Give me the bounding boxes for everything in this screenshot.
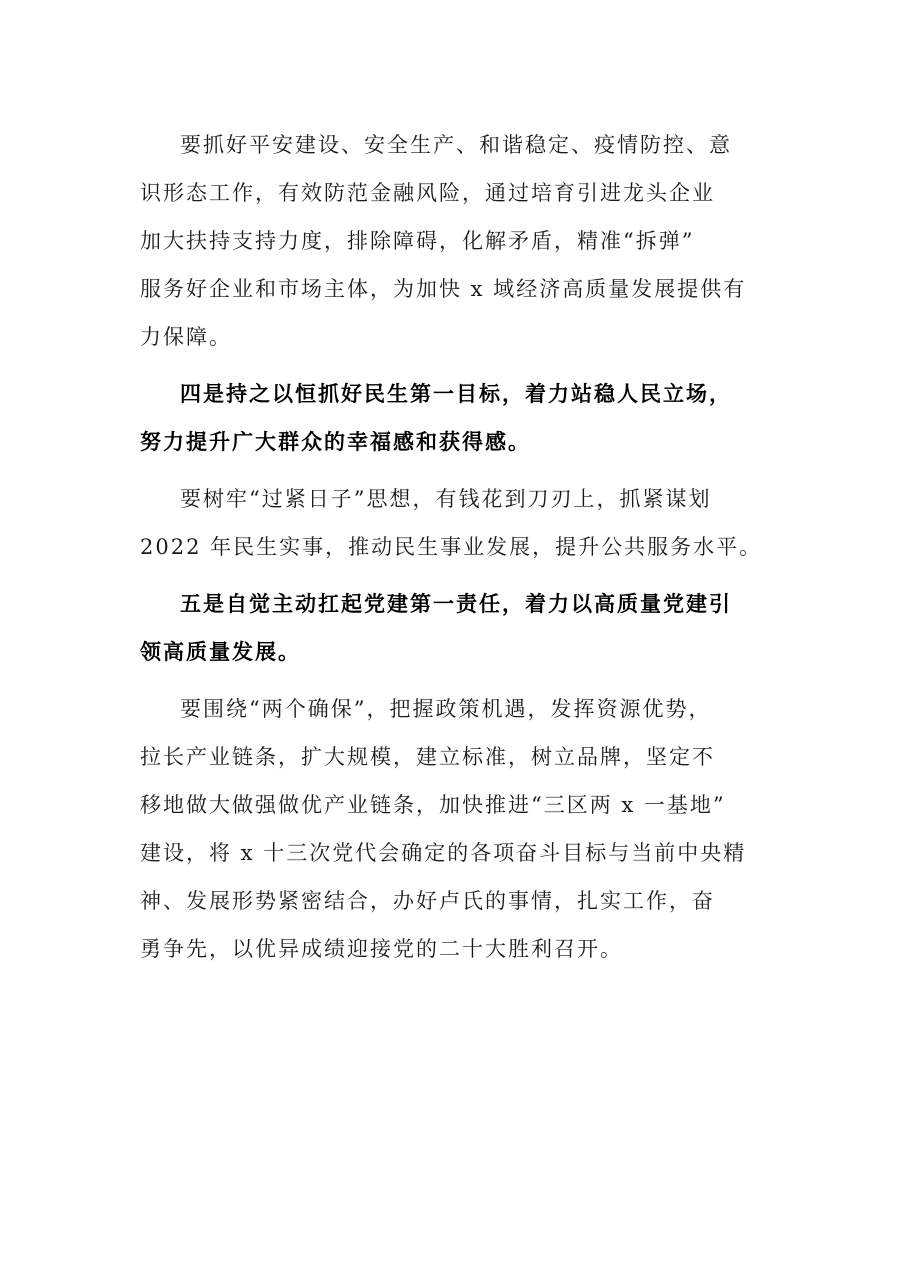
text-line: 要树牢“过紧日子”思想，有钱花到刀刃上，抓紧谋划 bbox=[180, 487, 712, 511]
text-line: 要抓好平安建设、安全生产、和谐稳定、疫情防控、意 bbox=[180, 133, 732, 157]
paragraph-livelihood bbox=[140, 475, 772, 571]
heading-livelihood-goal bbox=[140, 370, 772, 466]
text-line: 建设，将 x 十三次党代会确定的各项奋斗目标与当前中央精 bbox=[140, 841, 747, 865]
text-line: 服务好企业和市场主体，为加快 x 域经济高质量发展提供有 bbox=[140, 277, 747, 301]
paragraph-party-building bbox=[140, 685, 772, 973]
text-line: 2022 年民生实事，推动民生事业发展，提升公共服务水平。 bbox=[140, 535, 763, 559]
heading-line: 领高质量发展。 bbox=[140, 640, 301, 664]
document-body bbox=[140, 121, 772, 982]
text-line: 移地做大做强做优产业链条，加快推进“三区两 x 一基地” bbox=[140, 793, 726, 817]
heading-line: 五是自觉主动扛起党建第一责任，着力以高质量党建引 bbox=[180, 592, 732, 616]
paragraph-safety-stability bbox=[140, 121, 772, 361]
text-line: 神、发展形势紧密结合，办好卢氏的事情，扎实工作，奋 bbox=[140, 889, 715, 913]
text-line: 拉长产业链条，扩大规模，建立标准，树立品牌，坚定不 bbox=[140, 745, 715, 769]
heading-line: 四是持之以恒抓好民生第一目标，着力站稳人民立场， bbox=[180, 382, 732, 406]
heading-line: 努力提升广大群众的幸福感和获得感。 bbox=[140, 430, 531, 454]
text-line: 勇争先，以优异成绩迎接党的二十大胜利召开。 bbox=[140, 937, 623, 961]
heading-party-building bbox=[140, 580, 772, 676]
text-line: 要围绕“两个确保”，把握政策机遇，发挥资源优势， bbox=[180, 697, 712, 721]
text-line: 力保障。 bbox=[140, 325, 232, 349]
text-line: 识形态工作，有效防范金融风险，通过培育引进龙头企业 bbox=[140, 181, 715, 205]
text-line: 加大扶持支持力度，排除障碍，化解矛盾，精准“拆弹” bbox=[140, 229, 695, 253]
